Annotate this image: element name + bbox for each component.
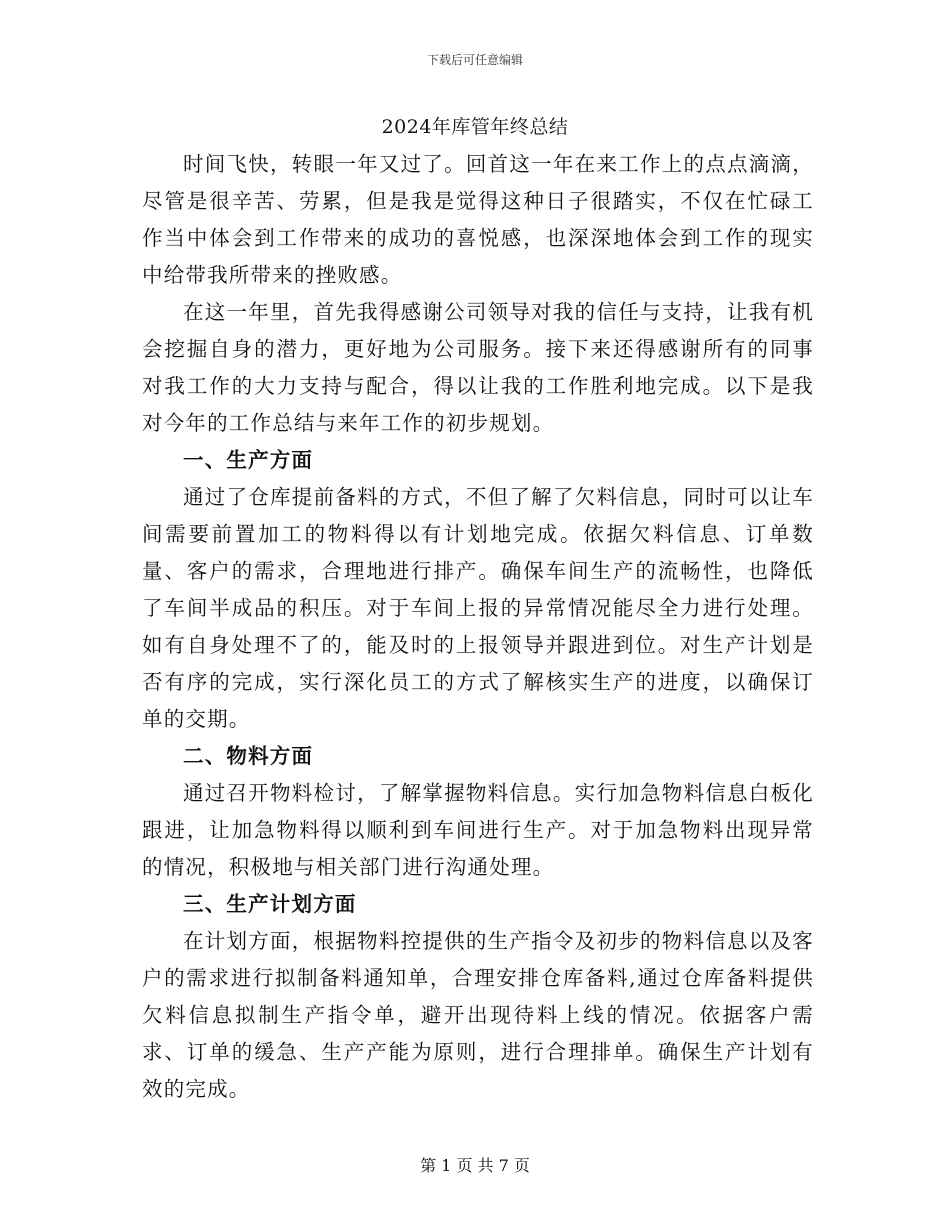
section-text-production: 通过了仓库提前备料的方式，不但了解了欠料信息，同时可以让车间需要前置加工的物料得以有计划地完成。依据欠料信息、订单数量、客户的需求，合理地进行排产。确保车间生产的流畅性，也降低了车间半成品的积压。对于车间上报的异常情况能尽全力进行处理。如有自身处理不了的，能及时的上报领导并跟进到位。对生产计划是否有序的完成，实行深化员工的方式了解核实生产的进度，以确保订单的交期。 <box>142 485 814 731</box>
intro-paragraph-2: 在这一年里，首先我得感谢公司领导对我的信任与支持，让我有机会挖掘自身的潜力，更好地为公司服务。接下来还得感谢所有的同事对我工作的大力支持与配合，得以让我的工作胜利地完成。以下是我对今年的工作总结与来年工作的初步规划。 <box>142 300 814 435</box>
section-heading-production: 一、生产方面 <box>183 448 314 472</box>
document-title: 2024年库管年终总结 <box>381 116 569 138</box>
section-heading-materials: 二、物料方面 <box>183 744 314 768</box>
section-text-production-plan: 在计划方面，根据物料控提供的生产指令及初步的物料信息以及客户的需求进行拟制备料通知单，合理安排仓库备料,通过仓库备料提供欠料信息拟制生产指令单，避开出现待料上线的情况。依据客户需求、订单的缓急、生产产能为原则，进行合理排单。确保生产计划有效的完成。 <box>142 929 814 1101</box>
intro-paragraph-1: 时间飞快，转眼一年又过了。回首这一年在来工作上的点点滴滴，尽管是很辛苦、劳累，但是我是觉得这种日子很踏实，不仅在忙碌工作当中体会到工作带来的成功的喜悦感，也深深地体会到工作的现实中给带我所带来的挫败感。 <box>142 152 814 287</box>
document-body <box>142 146 814 1108</box>
section-heading-production-plan: 三、生产计划方面 <box>183 892 357 916</box>
page-number: 第 1 页 共 7 页 <box>420 1156 530 1175</box>
section-text-materials: 通过召开物料检讨，了解掌握物料信息。实行加急物料信息白板化跟进，让加急物料得以顺利到车间进行生产。对于加急物料出现异常的情况，积极地与相关部门进行沟通处理。 <box>142 781 814 879</box>
page-header-note: 下载后可任意编辑 <box>426 53 523 67</box>
